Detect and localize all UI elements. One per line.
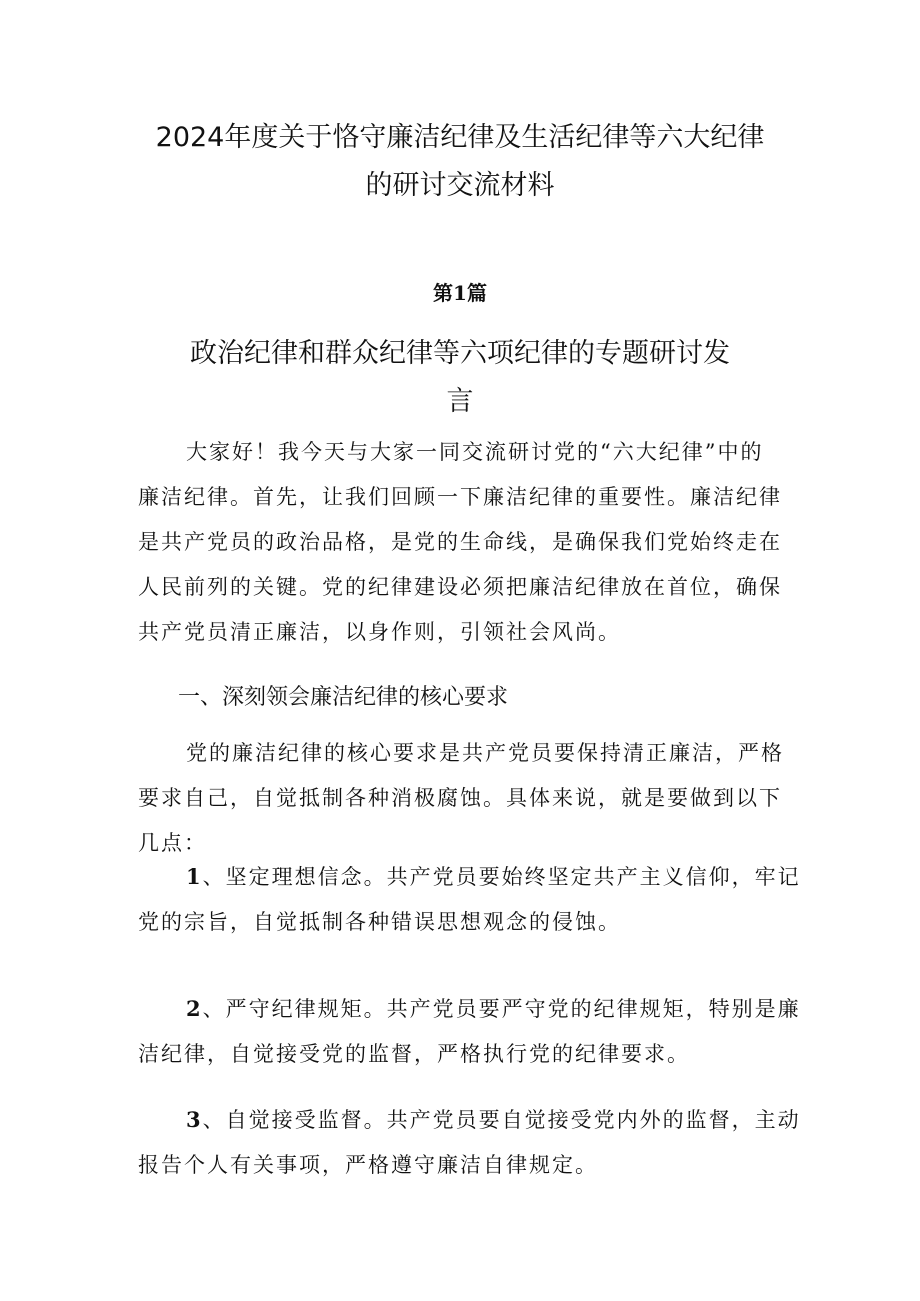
section-heading: 一、深刻领会廉洁纪律的核心要求	[178, 685, 509, 710]
intro-line: 是共产党员的政治品格，是党的生命线，是确保我们党始终走在	[138, 530, 782, 554]
document-title-line-1: 2024年度关于恪守廉洁纪律及生活纪律等六大纪律	[155, 122, 765, 153]
chapter-label: 第1篇	[433, 281, 487, 305]
point-2-paragraph	[138, 986, 801, 1077]
point-first-line	[138, 986, 801, 1032]
point-1-paragraph	[138, 854, 801, 945]
point-first-line	[138, 1097, 801, 1143]
section-line: 要求自己，自觉抵制各种消极腐蚀。具体来说，就是要做到以下	[138, 786, 782, 810]
point-line: 报告个人有关事项，严格遵守廉洁自律规定。	[138, 1153, 598, 1177]
point-line: 党的宗旨，自觉抵制各种错误思想观念的侵蚀。	[138, 910, 621, 934]
intro-paragraph	[138, 430, 798, 655]
speech-title-line-1: 政治纪律和群众纪律等六项纪律的专题研讨发	[190, 338, 730, 369]
point-first-line	[138, 854, 801, 900]
point-text: 、严守纪律规矩。共产党员要严守党的纪律规矩，特别是廉	[202, 997, 801, 1021]
point-text: 、坚定理想信念。共产党员要始终坚定共产主义信仰，牢记	[202, 865, 801, 889]
intro-line: 大家好！我今天与大家一同交流研讨党的“六大纪律”中的	[186, 440, 764, 464]
document-title-line-2: 的研讨交流材料	[365, 170, 555, 201]
point-3-paragraph	[138, 1097, 801, 1188]
intro-line: 人民前列的关键。党的纪律建设必须把廉洁纪律放在首位，确保	[138, 575, 782, 599]
point-number: 1	[186, 864, 203, 889]
section-paragraph	[138, 731, 798, 866]
point-number: 2	[186, 996, 203, 1021]
section-line: 党的廉洁纪律的核心要求是共产党员要保持清正廉洁，严格	[186, 741, 784, 765]
point-line: 洁纪律，自觉接受党的监督，严格执行党的纪律要求。	[138, 1042, 690, 1066]
intro-line: 廉洁纪律。首先，让我们回顾一下廉洁纪律的重要性。廉洁纪律	[138, 485, 782, 509]
intro-line: 共产党员清正廉洁，以身作则，引领社会风尚。	[138, 620, 621, 644]
point-number: 3	[186, 1107, 203, 1132]
speech-title-line-2: 言	[446, 386, 474, 417]
point-text: 、自觉接受监督。共产党员要自觉接受党内外的监督，主动	[202, 1108, 801, 1132]
section-line: 几点：	[138, 831, 207, 855]
